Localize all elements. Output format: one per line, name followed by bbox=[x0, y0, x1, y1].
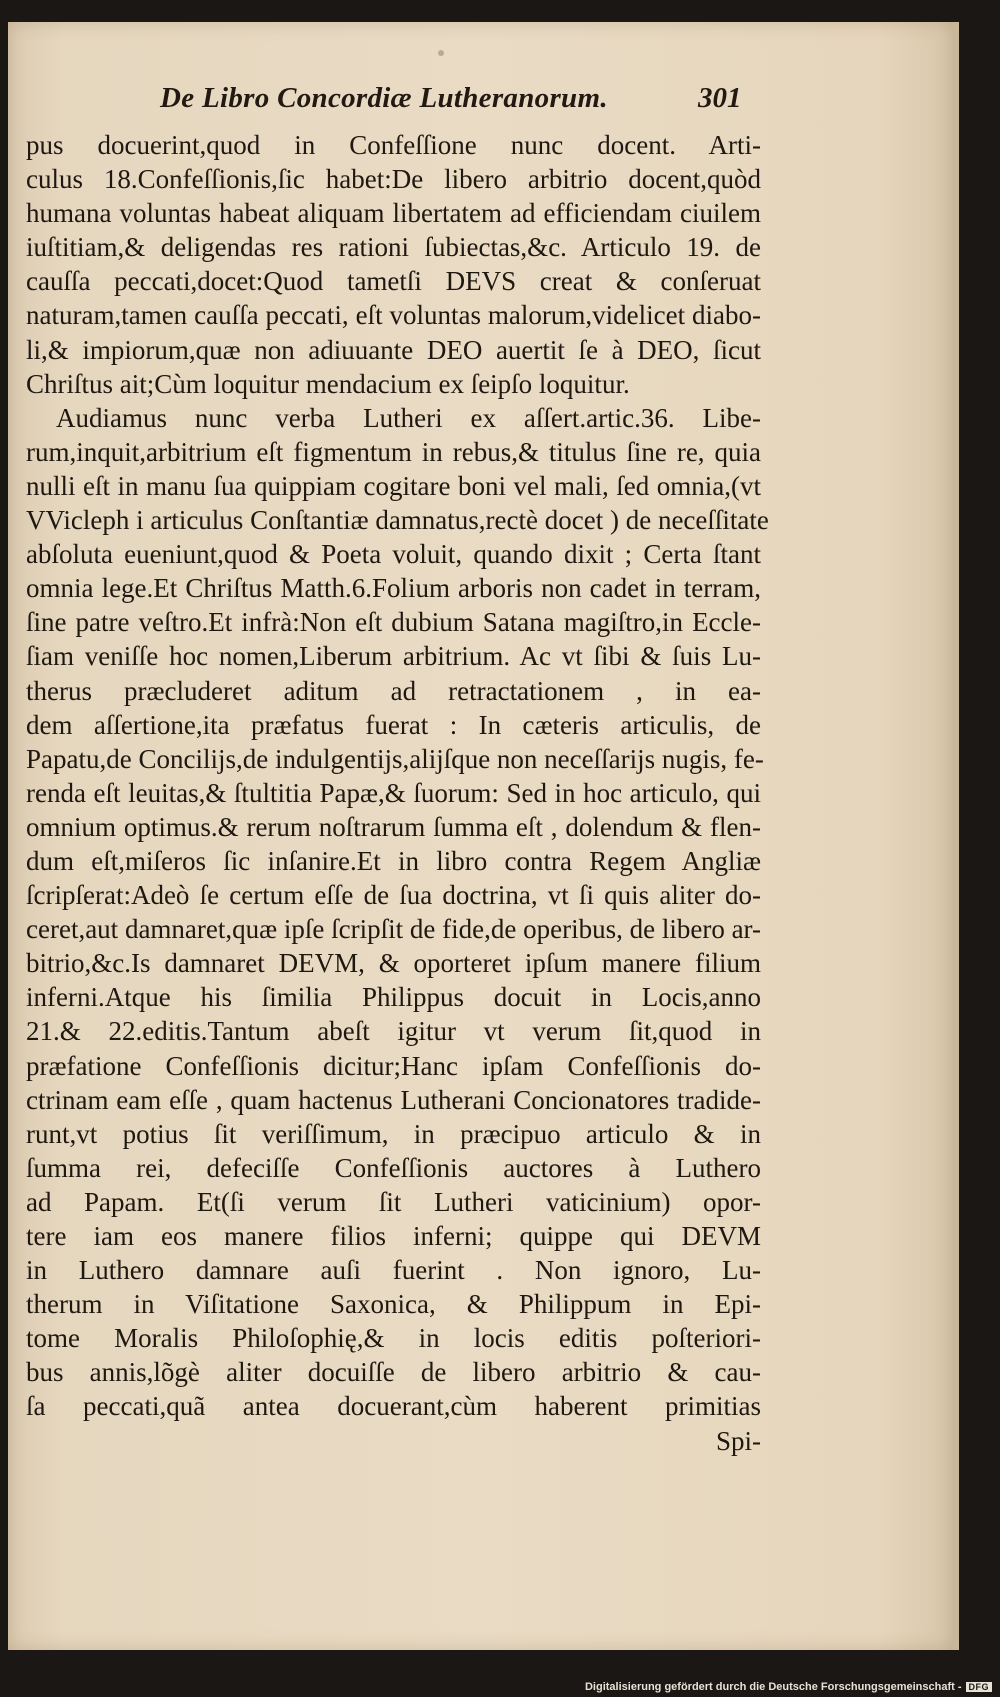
digitization-credit bbox=[585, 1681, 992, 1693]
text-line: culus 18.Confeſſionis,ſic habet:De libero arbitrio docent,quòd bbox=[26, 164, 761, 195]
text-line: ctrinam eam eſſe , quam hactenus Lutherani Concionatores tradide- bbox=[26, 1084, 761, 1115]
text-line: rum,inquit,arbitrium eſt figmentum in rebus,& titulus ſine re, quia bbox=[26, 436, 761, 467]
body-text bbox=[26, 128, 769, 1458]
text-line: ſumma rei, defeciſſe Confeſſionis auctores à Luthero bbox=[26, 1152, 761, 1183]
dfg-logo: DFG bbox=[966, 1682, 993, 1692]
text-line: ad Papam. Et(ſi verum ſit Lutheri vaticinium) opor- bbox=[26, 1186, 761, 1217]
text-line: runt,vt potius ſit veriſſimum, in præcipuo articulo & in bbox=[26, 1118, 761, 1149]
text-line: Audiamus nunc verba Lutheri ex aſſert.artic.36. Libe- bbox=[56, 402, 761, 433]
text-line: ſiam veniſſe hoc nomen,Liberum arbitrium. Ac vt ſibi & ſuis Lu- bbox=[26, 641, 761, 672]
page-number: 301 bbox=[698, 82, 742, 114]
text-line: renda eſt leuitas,& ſtultitia Papæ,& ſuorum: Sed in hoc articulo, qui bbox=[26, 777, 761, 808]
text-line: dem aſſertione,ita præfatus fuerat : In cæteris articulis, de bbox=[26, 709, 761, 740]
page-edge bbox=[953, 22, 959, 1650]
text-line: dum eſt,miſeros ſic inſanire.Et in libro contra Regem Angliæ bbox=[26, 845, 761, 876]
text-line: omnia lege.Et Chriſtus Matth.6.Folium arboris non cadet in terram, bbox=[26, 573, 761, 604]
digitization-credit-text: Digitalisierung gefördert durch die Deutsche Forschungsgemeinschaft - bbox=[584, 1681, 962, 1693]
text-line: bus annis,lõgè aliter docuiſſe de libero arbitrio & cau- bbox=[26, 1357, 761, 1388]
running-head-title: De Libro Concordiæ Lutheranorum. bbox=[160, 82, 608, 114]
text-line: ſine patre veſtro.Et infrà:Non eſt dubium Satana magiſtro,in Eccle- bbox=[26, 607, 761, 638]
text-line: therus præcluderet aditum ad retractationem , in ea- bbox=[26, 675, 761, 706]
text-line: in Luthero damnare auſi fuerint . Non ignoro, Lu- bbox=[26, 1255, 761, 1286]
text-line: ſcripſerat:Adeò ſe certum eſſe de ſua doctrina, vt ſi quis aliter do- bbox=[26, 880, 761, 911]
text-line: omnium optimus.& rerum noſtrarum ſumma eſt , dolendum & flen- bbox=[26, 811, 761, 842]
text-line: inferni.Atque his ſimilia Philippus docuit in Locis,anno bbox=[26, 982, 761, 1013]
text-line: cauſſa peccati,docet:Quod tametſi DEVS creat & conſeruat bbox=[26, 266, 761, 297]
book-page bbox=[8, 22, 953, 1650]
text-line: nulli eſt in manu ſua quippiam cogitare boni vel mali, ſed omnia,(vt bbox=[26, 470, 761, 501]
text-line: humana voluntas habeat aliquam libertatem ad efficiendam ciuilem bbox=[26, 198, 761, 229]
catchword: Spi- bbox=[715, 1425, 761, 1456]
text-line: 21.& 22.editis.Tantum abeſt igitur vt verum ſit,quod in bbox=[26, 1016, 761, 1047]
text-line: bitrio,&c.Is damnaret DEVM, & oporteret ipſum manere filium bbox=[26, 948, 761, 979]
text-line: abſoluta eueniunt,quod & Poeta voluit, quando dixit ; Certa ſtant bbox=[26, 539, 761, 570]
text-line: VVicleph i articulus Conſtantiæ damnatus,rectè docet ) de neceſſitate bbox=[26, 505, 769, 536]
text-line: ſa peccati,quã antea docuerant,cùm haberent primitias bbox=[26, 1391, 761, 1422]
text-line: therum in Viſitatione Saxonica, & Philippum in Epi- bbox=[26, 1289, 761, 1320]
text-line: pus docuerint,quod in Confeſſione nunc docent. Arti- bbox=[26, 130, 761, 160]
text-line: tome Moralis Philoſophię,& in locis editis poſteriori- bbox=[26, 1323, 761, 1354]
running-head bbox=[8, 82, 953, 122]
text-line: li,& impiorum,quæ non adiuuante DEO auertit ſe à DEO, ſicut bbox=[26, 334, 761, 365]
text-line: ceret,aut damnaret,quæ ipſe ſcripſit de fide,de operibus, de libero ar- bbox=[26, 914, 761, 945]
text-line: Chriſtus ait;Cùm loquitur mendacium ex ſeipſo loquitur. bbox=[26, 368, 630, 399]
text-line: tere iam eos manere filios inferni; quippe qui DEVM bbox=[26, 1221, 761, 1251]
text-line: iuſtitiam,& deligendas res rationi ſubiectas,&c. Articulo 19. de bbox=[26, 232, 761, 263]
text-line: Papatu,de Concilijs,de indulgentijs,alijſque non neceſſarijs nugis, fe- bbox=[26, 743, 764, 774]
text-line: naturam,tamen cauſſa peccati, eſt voluntas malorum,videlicet diabo- bbox=[26, 300, 761, 331]
text-line: præfatione Confeſſionis dicitur;Hanc ipſam Confeſſionis do- bbox=[26, 1050, 761, 1081]
ink-smudge bbox=[438, 50, 444, 56]
